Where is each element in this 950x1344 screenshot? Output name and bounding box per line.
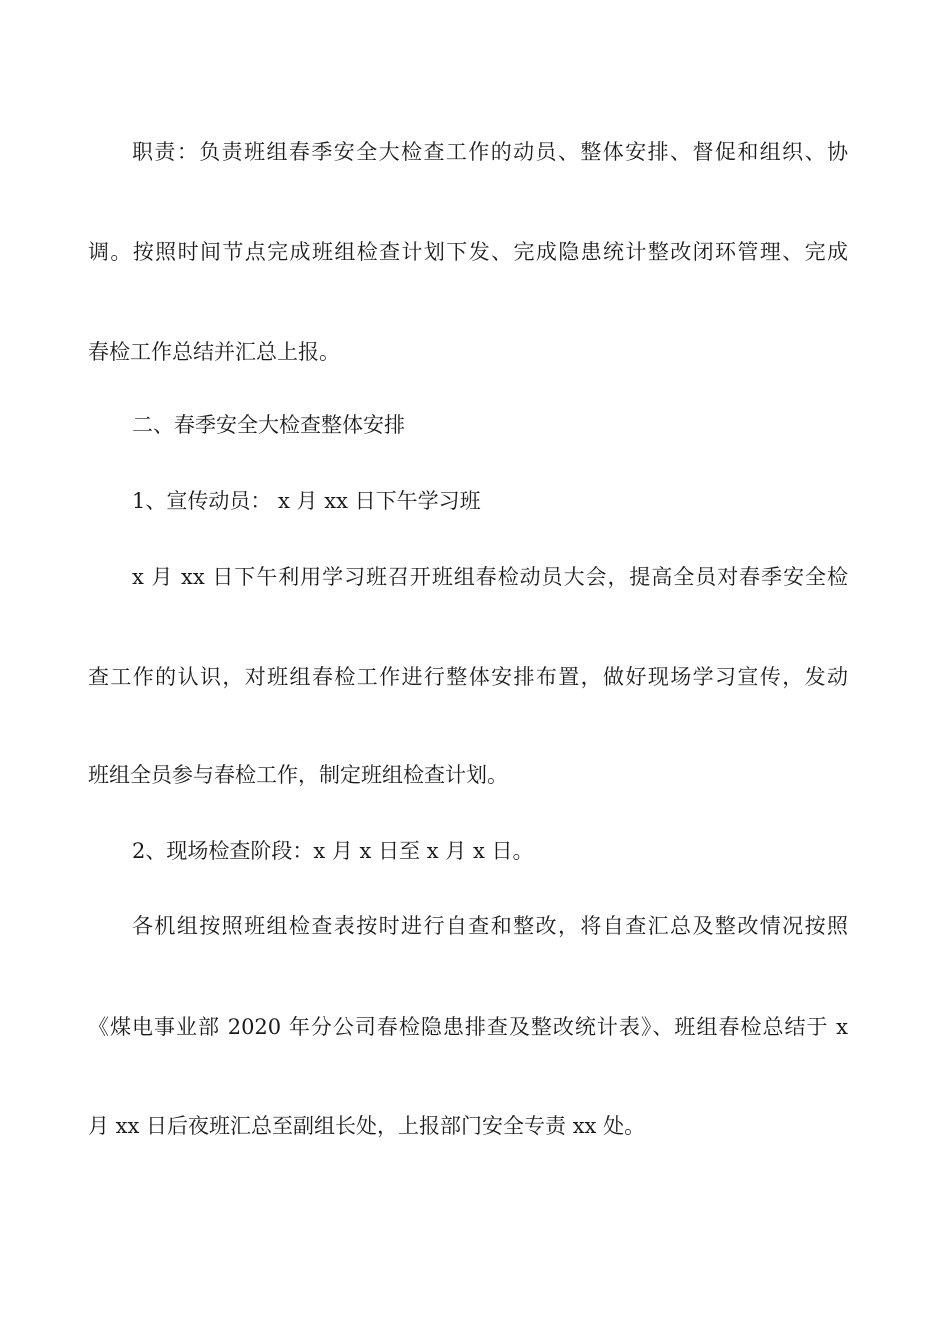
paragraph-publicity-line-3: 班组全员参与春检工作，制定班组检查计划。 <box>88 763 508 787</box>
paragraph-publicity-line-1: x 月 xx 日下午利用学习班召开班组春检动员大会，提高全员对春季安全检 <box>132 565 848 589</box>
item-inspection-heading: 2、现场检查阶段：x 月 x 日至 x 月 x 日。 <box>132 839 534 863</box>
paragraph-inspection-line-2: 《煤电事业部 2020 年分公司春检隐患排查及整改统计表》、班组春检总结于 x <box>88 1015 848 1039</box>
paragraph-inspection-line-3: 月 xx 日后夜班汇总至副组长处，上报部门安全专责 xx 处。 <box>88 1114 646 1138</box>
paragraph-inspection-line-1: 各机组按照班组检查表按时进行自查和整改，将自查汇总及整改情况按照 <box>132 914 848 938</box>
paragraph-publicity-line-2: 查工作的认识，对班组春检工作进行整体安排布置，做好现场学习宣传，发动 <box>88 665 848 689</box>
paragraph-responsibility-line-3: 春检工作总结并汇总上报。 <box>88 340 340 364</box>
paragraph-responsibility-line-2: 调。按照时间节点完成班组检查计划下发、完成隐患统计整改闭环管理、完成 <box>88 240 848 264</box>
section-heading: 二、春季安全大检查整体安排 <box>132 413 405 437</box>
item-publicity-heading: 1、宣传动员： x 月 xx 日下午学习班 <box>132 489 481 513</box>
paragraph-responsibility-line-1: 职责：负责班组春季安全大检查工作的动员、整体安排、督促和组织、协 <box>132 140 848 164</box>
